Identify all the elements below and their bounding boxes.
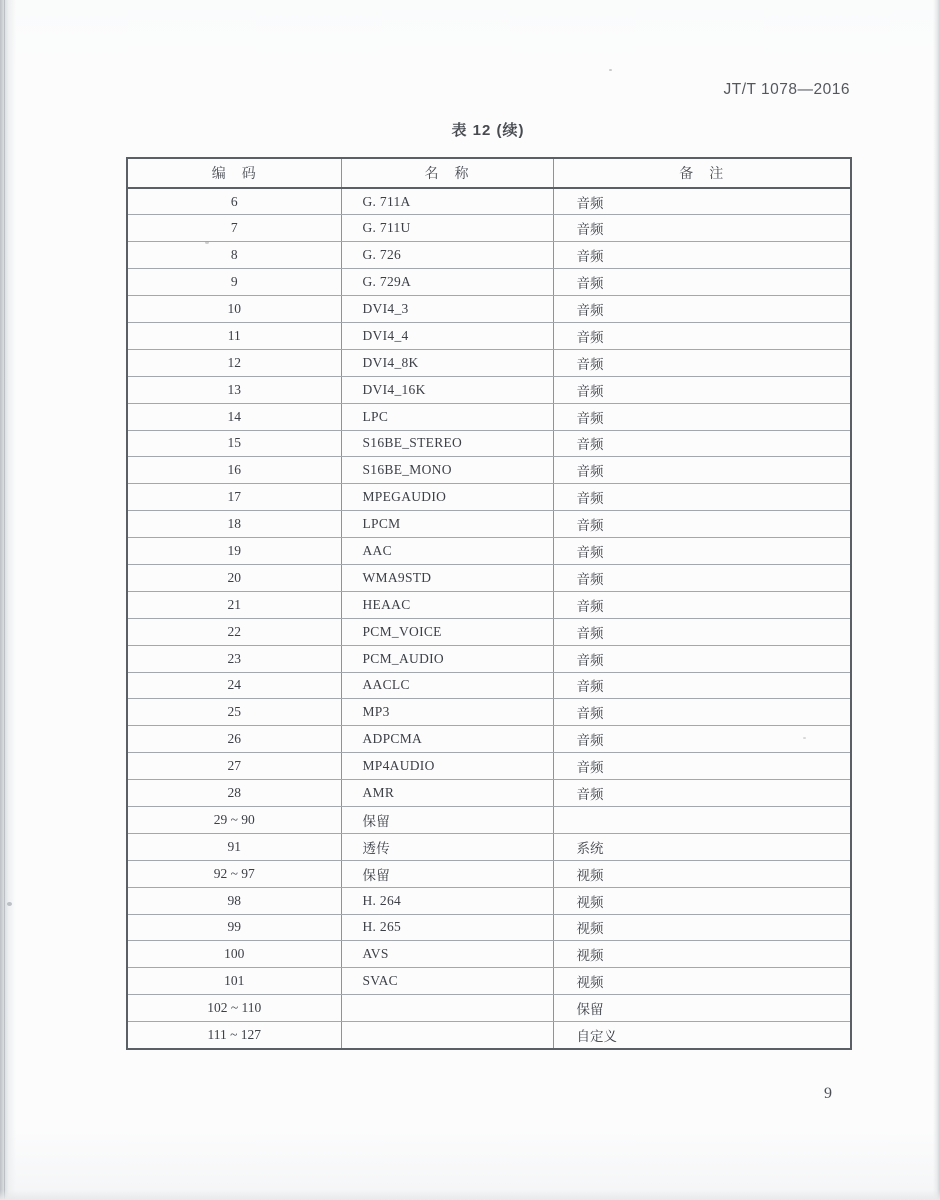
table-cell-name: AAC <box>341 538 553 565</box>
table-cell-code: 17 <box>127 484 341 511</box>
table-cell-code: 111 ~ 127 <box>127 1022 341 1049</box>
table-cell-code: 20 <box>127 564 341 591</box>
table-row <box>127 349 851 376</box>
table-row <box>127 995 851 1022</box>
table-cell-code: 22 <box>127 618 341 645</box>
table-cell-remark: 视频 <box>553 860 851 887</box>
table-cell-name: G. 729A <box>341 269 553 296</box>
table-row <box>127 806 851 833</box>
table-cell-remark: 音频 <box>553 564 851 591</box>
table-row <box>127 618 851 645</box>
table-cell-name: 保留 <box>341 860 553 887</box>
table-cell-code: 9 <box>127 269 341 296</box>
table-cell-name: G. 726 <box>341 242 553 269</box>
scan-speck <box>803 737 806 739</box>
table-cell-name: LPC <box>341 403 553 430</box>
table-cell-name: AMR <box>341 780 553 807</box>
table-cell-code: 15 <box>127 430 341 457</box>
table-cell-code: 26 <box>127 726 341 753</box>
table-cell-remark: 音频 <box>553 349 851 376</box>
table-cell-code: 7 <box>127 215 341 242</box>
column-header-code: 编 码 <box>127 158 341 188</box>
codec-table <box>126 157 852 1050</box>
table-cell-name: H. 265 <box>341 914 553 941</box>
table-title: 表 12 (续) <box>451 122 525 139</box>
table-cell-code: 11 <box>127 322 341 349</box>
table-cell-remark: 音频 <box>553 699 851 726</box>
table-row <box>127 699 851 726</box>
table-row <box>127 833 851 860</box>
table-cell-code: 100 <box>127 941 341 968</box>
table-cell-name: DVI4_16K <box>341 376 553 403</box>
table-cell-remark: 音频 <box>553 403 851 430</box>
table-body <box>127 188 851 1049</box>
table-row <box>127 1022 851 1049</box>
table-cell-name: DVI4_3 <box>341 296 553 323</box>
table-cell-remark: 音频 <box>553 591 851 618</box>
table-cell-name: WMA9STD <box>341 564 553 591</box>
page-number: 9 <box>824 1085 832 1102</box>
table-cell-remark: 音频 <box>553 753 851 780</box>
table-cell-remark: 音频 <box>553 780 851 807</box>
table-cell-remark: 自定义 <box>576 1028 617 1044</box>
column-header-remark: 备 注 <box>553 158 851 188</box>
scan-edge-left-line <box>4 0 5 1200</box>
scan-edge-right <box>933 0 940 1200</box>
table-cell-code: 28 <box>127 780 341 807</box>
table-cell-remark: 音频 <box>553 242 851 269</box>
table-cell-code: 98 <box>127 887 341 914</box>
scan-speck <box>7 902 12 906</box>
table-row <box>127 376 851 403</box>
table-row <box>127 780 851 807</box>
table-cell-code: 23 <box>127 645 341 672</box>
table-cell-name: ADPCMA <box>341 726 553 753</box>
table-cell-code: 19 <box>127 538 341 565</box>
table-cell-remark: 音频 <box>553 215 851 242</box>
table-row <box>127 296 851 323</box>
table-cell-remark: 视频 <box>553 887 851 914</box>
table-cell-remark: 音频 <box>553 484 851 511</box>
table-cell-code: 92 ~ 97 <box>127 860 341 887</box>
table-row <box>127 538 851 565</box>
table-cell-code: 101 <box>127 968 341 995</box>
table-header-row <box>127 158 851 188</box>
table-row <box>127 887 851 914</box>
table-cell-remark <box>553 806 851 833</box>
table-cell-name: 保留 <box>341 806 553 833</box>
table-cell-remark: 音频 <box>553 376 851 403</box>
table-cell-code: 16 <box>127 457 341 484</box>
scan-speck <box>609 69 612 71</box>
table-cell-remark: 保留 <box>553 995 851 1022</box>
table-cell-remark: 视频 <box>553 914 851 941</box>
table-cell-remark: 音频 <box>553 538 851 565</box>
table-cell-remark: 音频 <box>553 672 851 699</box>
table-cell-name: SVAC <box>341 968 553 995</box>
table-header <box>127 158 851 188</box>
table-cell-code: 24 <box>127 672 341 699</box>
table-cell-name: HEAAC <box>341 591 553 618</box>
table-cell-remark: 音频 <box>553 457 851 484</box>
table-cell-code: 27 <box>127 753 341 780</box>
table-cell-name: AVS <box>341 941 553 968</box>
table-cell-remark: 音频 <box>553 430 851 457</box>
table-cell-remark: 音频 <box>553 269 851 296</box>
table-cell-remark: 音频 <box>553 726 851 753</box>
scan-edge-left <box>0 0 16 1200</box>
table-row <box>127 242 851 269</box>
table-cell-code: 18 <box>127 511 341 538</box>
table-row <box>127 645 851 672</box>
table-cell-name: G. 711A <box>341 188 553 215</box>
table-cell-name <box>341 995 553 1022</box>
column-header-name: 名 称 <box>341 158 553 188</box>
table-row <box>127 753 851 780</box>
table-cell-name: MPEGAUDIO <box>341 484 553 511</box>
table-cell-name: PCM_AUDIO <box>341 645 553 672</box>
table-cell-code: 91 <box>127 833 341 860</box>
table-cell-name: AACLC <box>341 672 553 699</box>
table-cell-name: DVI4_4 <box>341 322 553 349</box>
table-row <box>127 941 851 968</box>
table-row <box>127 511 851 538</box>
table-row <box>127 914 851 941</box>
table-row <box>127 457 851 484</box>
scan-speck <box>205 241 209 244</box>
table-row <box>127 726 851 753</box>
table-row <box>127 564 851 591</box>
table-cell-remark: 音频 <box>553 188 851 215</box>
table-row <box>127 430 851 457</box>
table-cell-name: H. 264 <box>341 887 553 914</box>
table-row <box>127 484 851 511</box>
table-cell-remark: 音频 <box>553 296 851 323</box>
table-cell-code: 8 <box>127 242 341 269</box>
table-cell-code: 13 <box>127 376 341 403</box>
table-cell-code: 99 <box>127 914 341 941</box>
table-cell-remark: 系统 <box>553 833 851 860</box>
table-row <box>127 860 851 887</box>
table-cell-code: 25 <box>127 699 341 726</box>
table-cell-remark: 音频 <box>553 618 851 645</box>
table-row <box>127 591 851 618</box>
standard-doc-number: JT/T 1078—2016 <box>723 81 850 98</box>
table-cell-name: S16BE_STEREO <box>341 430 553 457</box>
table-cell-code: 10 <box>127 296 341 323</box>
table-cell-name: S16BE_MONO <box>341 457 553 484</box>
table-row <box>127 403 851 430</box>
table-cell-name: G. 711U <box>341 215 553 242</box>
table-row <box>127 215 851 242</box>
table-cell-name: LPCM <box>341 511 553 538</box>
table-cell-name: MP3 <box>341 699 553 726</box>
table-cell-code: 12 <box>127 349 341 376</box>
table-cell-remark: 音频 <box>553 645 851 672</box>
table-row <box>127 968 851 995</box>
table-cell-remark: 视频 <box>553 941 851 968</box>
table-row <box>127 188 851 215</box>
table-row <box>127 269 851 296</box>
table-cell-code: 102 ~ 110 <box>127 995 341 1022</box>
table-cell-code: 21 <box>127 591 341 618</box>
table-cell-name: 透传 <box>341 833 553 860</box>
table-cell-remark: 音频 <box>553 322 851 349</box>
table-cell-code: 14 <box>127 403 341 430</box>
table-cell-name: DVI4_8K <box>341 349 553 376</box>
table-row <box>127 672 851 699</box>
table-cell-code: 6 <box>127 188 341 215</box>
table-cell-name: MP4AUDIO <box>341 753 553 780</box>
scan-edge-bottom <box>0 1190 940 1200</box>
table-cell-remark: 视频 <box>553 968 851 995</box>
table-row <box>127 322 851 349</box>
table-cell-name: PCM_VOICE <box>341 618 553 645</box>
table-cell-code: 29 ~ 90 <box>127 806 341 833</box>
table-cell-name <box>341 1022 553 1049</box>
table-cell-remark: 音频 <box>553 511 851 538</box>
